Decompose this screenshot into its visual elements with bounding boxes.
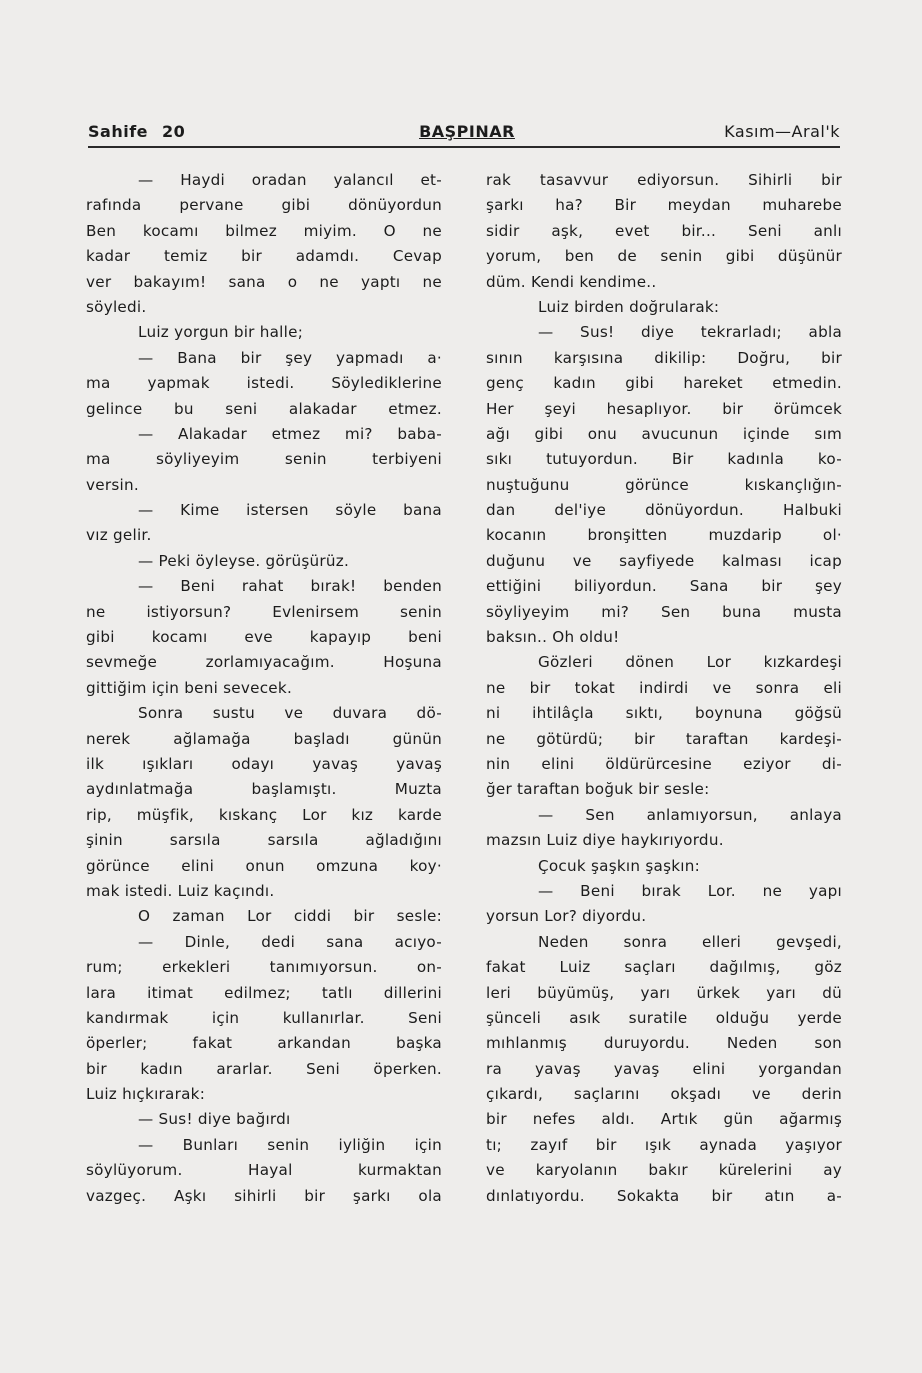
text-line: — Haydi oradan yalancıl et- bbox=[138, 171, 442, 189]
text-line: sidir aşk, evet bir... Seni anlı bbox=[486, 221, 842, 240]
text-line: nerek ağlamağa başladı günün bbox=[86, 729, 442, 748]
text-line: genç kadın gibi hareket etmedin. bbox=[486, 374, 842, 393]
text-line: Luiz birden doğrularak: bbox=[538, 297, 720, 316]
text-line: vazgeç. Aşkı sihirli bir şarkı ola bbox=[86, 1186, 442, 1205]
text-line: kadar temiz bir adamdı. Cevap bbox=[86, 247, 442, 266]
text-line: rak tasavvur ediyorsun. Sihirli bir bbox=[486, 171, 842, 189]
right-column bbox=[486, 168, 842, 1209]
magazine-title: BAŞPINAR bbox=[419, 122, 515, 141]
text-line: fakat Luiz saçları dağılmış, göz bbox=[486, 958, 842, 977]
text-line: bir kadın ararlar. Seni öperken. bbox=[86, 1059, 442, 1078]
text-line: kocanın bronşitten muzdarip ol· bbox=[486, 526, 842, 545]
text-line: görünce elini onun omzuna koy· bbox=[86, 856, 442, 875]
text-line: mıhlanmış duruyordu. Neden son bbox=[486, 1034, 842, 1053]
text-line: Gözleri dönen Lor kızkardeşi bbox=[538, 653, 842, 672]
text-line: — Beni rahat bırak! benden bbox=[138, 577, 442, 596]
text-line: rafında pervane gibi dönüyordun bbox=[86, 196, 442, 215]
text-line: ver bakayım! sana o ne yaptı ne bbox=[86, 272, 442, 291]
page-header bbox=[88, 118, 840, 144]
text-line: gelince bu seni alakadar etmez. bbox=[86, 399, 442, 418]
text-line: ilk ışıkları odayı yavaş yavaş bbox=[86, 754, 442, 773]
page-number: 20 bbox=[162, 122, 186, 141]
text-line: Luiz hıçkırarak: bbox=[86, 1085, 206, 1104]
text-line: kandırmak için kullanırlar. Seni bbox=[86, 1008, 442, 1027]
text-line: şünceli asık suratile olduğu yerde bbox=[486, 1008, 842, 1027]
text-line: lara itimat edilmez; tatlı dillerini bbox=[86, 983, 442, 1002]
text-line: — Beni bırak Lor. ne yapı bbox=[538, 881, 842, 900]
text-line: ne bir tokat indirdi ve sonra eli bbox=[486, 678, 842, 697]
text-line: söyledi. bbox=[86, 297, 147, 316]
text-line: — Sus! diye tekrarladı; abla bbox=[538, 323, 842, 342]
text-line: bir nefes aldı. Artık gün ağarmış bbox=[486, 1110, 842, 1129]
text-line: söylüyorum. Hayal kurmaktan bbox=[86, 1161, 442, 1180]
text-line: aydınlatmağa başlamıştı. Muzta bbox=[86, 780, 442, 799]
text-line: çıkardı, saçlarını okşadı ve derin bbox=[486, 1085, 842, 1104]
text-line: yorsun Lor? diyordu. bbox=[486, 907, 647, 926]
text-line: rip, müşfik, kıskanç Lor kız karde bbox=[86, 805, 442, 824]
text-line: leri büyümüş, yarı ürkek yarı dü bbox=[486, 983, 842, 1002]
text-line: Çocuk şaşkın şaşkın: bbox=[538, 856, 700, 875]
left-column bbox=[86, 168, 442, 1209]
text-line: — Dinle, dedi sana acıyo- bbox=[138, 932, 442, 951]
text-line: Luiz yorgun bir halle; bbox=[138, 323, 304, 342]
text-line: rum; erkekleri tanımıyorsun. on- bbox=[86, 958, 442, 977]
text-line: ma söyliyeyim senin terbiyeni bbox=[86, 450, 442, 469]
text-line: nin elini öldürürcesine eziyor di- bbox=[486, 754, 842, 773]
text-line: düm. Kendi kendime.. bbox=[486, 272, 657, 291]
text-line: — Kime istersen söyle bana bbox=[138, 501, 442, 520]
text-line: nuştuğunu görünce kıskançlığın- bbox=[486, 475, 842, 494]
text-line: — Alakadar etmez mi? baba- bbox=[138, 424, 442, 443]
text-line: Sonra sustu ve duvara dö- bbox=[138, 704, 442, 723]
text-line: gittiğim için beni sevecek. bbox=[86, 678, 293, 697]
text-line: O zaman Lor ciddi bir sesle: bbox=[138, 907, 442, 926]
text-line: şarkı ha? Bir meydan muharebe bbox=[486, 196, 842, 215]
text-line: versin. bbox=[86, 475, 139, 494]
text-line: — Bunları senin iyliğin için bbox=[138, 1135, 442, 1154]
text-line: ra yavaş yavaş elini yorgandan bbox=[486, 1059, 842, 1078]
text-line: sıkı tutuyordun. Bir kadınla ko- bbox=[486, 450, 842, 469]
issue-date: Kasım—Aral'k bbox=[724, 122, 840, 141]
text-line: ne götürdü; bir taraftan kardeşi- bbox=[486, 729, 842, 748]
text-line: ma yapmak istedi. Söylediklerine bbox=[86, 374, 442, 393]
text-line: Her şeyi hesaplıyor. bir örümcek bbox=[486, 399, 842, 418]
text-line: Ben kocamı bilmez miyim. O ne bbox=[86, 221, 442, 240]
text-line: ne istiyorsun? Evlenirsem senin bbox=[86, 602, 442, 621]
text-line: dan del'iye dönüyordun. Halbuki bbox=[486, 501, 842, 520]
text-line: ağı gibi onu avucunun içinde sım bbox=[486, 424, 842, 443]
text-line: öperler; fakat arkandan başka bbox=[86, 1034, 442, 1053]
text-line: söyliyeyim mi? Sen buna musta bbox=[486, 602, 842, 621]
text-line: mak istedi. Luiz kaçındı. bbox=[86, 881, 275, 900]
text-line: sevmeğe zorlamıyacağım. Hoşuna bbox=[86, 653, 442, 672]
text-line: baksın.. Oh oldu! bbox=[486, 628, 620, 647]
text-line: Neden sonra elleri gevşedi, bbox=[538, 932, 842, 951]
text-line: mazsın Luiz diye haykırıyordu. bbox=[486, 831, 724, 850]
page-label-text: Sahife bbox=[88, 122, 149, 141]
text-line: vız gelir. bbox=[86, 526, 152, 545]
text-line: — Bana bir şey yapmadı a· bbox=[138, 348, 442, 367]
text-line: ni ihtilâçla sıktı, boynuna göğsü bbox=[486, 704, 842, 723]
text-line: sının karşısına dikilip: Doğru, bir bbox=[486, 348, 842, 367]
text-line: ve karyolanın bakır kürelerini ay bbox=[486, 1161, 842, 1180]
text-line: — Sen anlamıyorsun, anlaya bbox=[538, 805, 842, 824]
text-line: şinin sarsıla sarsıla ağladığını bbox=[86, 831, 442, 850]
text-line: duğunu ve sayfiyede kalması icap bbox=[486, 551, 842, 570]
text-line: tı; zayıf bir ışık aynada yaşıyor bbox=[486, 1135, 842, 1154]
text-line: gibi kocamı eve kapayıp beni bbox=[86, 628, 442, 647]
text-line: ettiğini biliyordun. Sana bir şey bbox=[486, 577, 842, 596]
text-line: — Sus! diye bağırdı bbox=[138, 1110, 291, 1129]
text-line: yorum, ben de senin gibi düşünür bbox=[486, 247, 842, 266]
text-line: — Peki öyleyse. görüşürüz. bbox=[138, 551, 350, 570]
text-line: ğer taraftan boğuk bir sesle: bbox=[486, 780, 710, 799]
header-rule bbox=[88, 146, 840, 148]
text-line: dınlatıyordu. Sokakta bir atın a- bbox=[486, 1186, 842, 1205]
